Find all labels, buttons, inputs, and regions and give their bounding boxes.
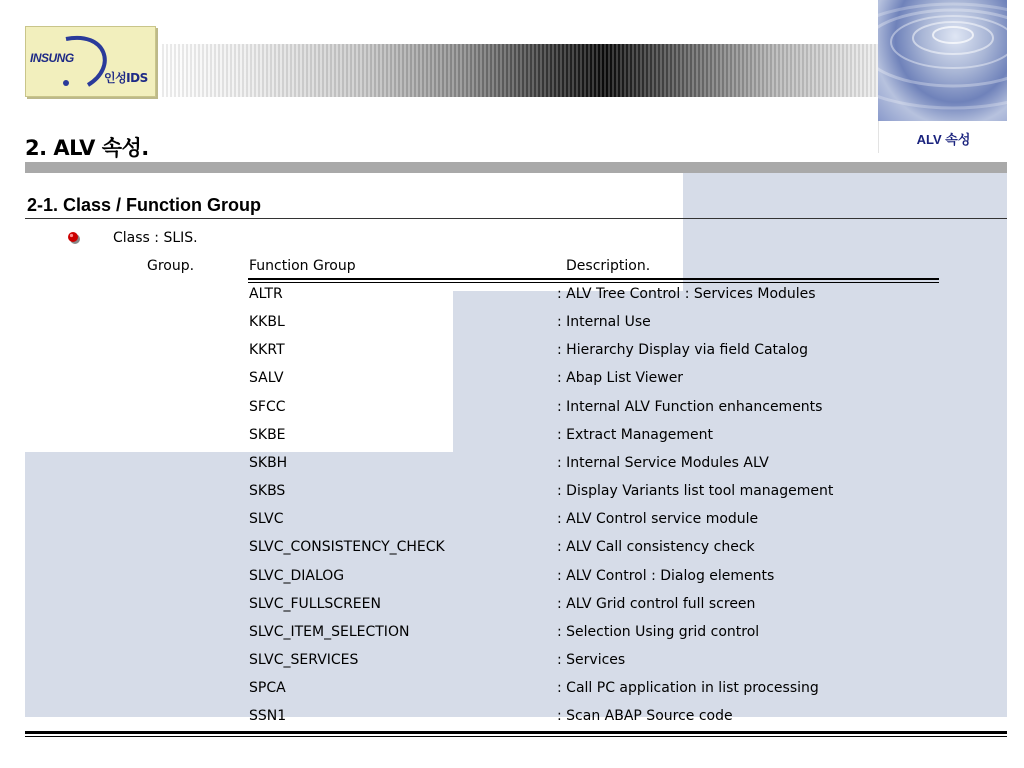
table-row [0, 596, 1000, 624]
description-cell: : Abap List Viewer [557, 370, 684, 387]
function-group-cell: SLVC_CONSISTENCY_CHECK [249, 539, 445, 556]
table-row [0, 483, 1000, 511]
description-cell: : Selection Using grid control [557, 623, 760, 640]
function-group-cell: KKRT [249, 342, 285, 359]
function-group-cell: SLVC_FULLSCREEN [249, 595, 381, 612]
description-cell: : Hierarchy Display via field Catalog [557, 342, 808, 359]
logo-wordmark: INSUNG [30, 51, 74, 65]
table-row [0, 399, 1000, 427]
column-header-description: Description. [566, 258, 651, 274]
function-group-cell: SFCC [249, 398, 286, 415]
section-title: 2-1. Class / Function Group [27, 195, 262, 215]
logo-wordmark-korean: 인성IDS [104, 71, 148, 85]
description-cell: : ALV Call consistency check [557, 539, 755, 556]
function-group-cell: KKBL [249, 314, 285, 331]
table-row [0, 370, 1000, 398]
table-row [0, 568, 1000, 596]
class-line: Class : SLIS. [113, 230, 198, 246]
function-group-cell: ALTR [249, 286, 283, 302]
function-group-cell: SLVC_DIALOG [249, 567, 345, 584]
title-divider [25, 162, 1007, 173]
section-divider [25, 218, 1007, 219]
page-title: 2. ALV 속성. [25, 136, 149, 160]
description-cell: : ALV Grid control full screen [557, 595, 756, 612]
description-cell: : Internal ALV Function enhancements [557, 398, 823, 415]
table-row [0, 427, 1000, 455]
function-group-cell: SPCA [249, 680, 286, 697]
table-row [0, 624, 1000, 652]
header-rule-thin [248, 282, 939, 283]
column-header-function-group: Function Group [249, 258, 356, 274]
table-row [0, 342, 1000, 370]
description-cell: : Scan ABAP Source code [557, 708, 733, 725]
header-section-tag: ALV 속성 [878, 121, 1008, 153]
table-row [0, 539, 1000, 567]
description-cell: : ALV Control : Dialog elements [557, 567, 775, 584]
function-group-cell: SLVC_ITEM_SELECTION [249, 623, 410, 640]
description-cell: : ALV Control service module [557, 511, 759, 528]
function-group-cell: SKBS [249, 483, 286, 500]
description-cell: : Internal Service Modules ALV [557, 454, 769, 471]
header-gradient-bar [160, 44, 878, 97]
water-ripple-image [878, 0, 1007, 121]
function-group-cell: SKBE [249, 426, 286, 443]
description-cell: : Internal Use [557, 314, 651, 331]
function-group-cell: SALV [249, 370, 284, 387]
group-label: Group. [147, 258, 195, 274]
description-cell: : Services [557, 651, 626, 668]
table-row [0, 680, 1000, 708]
function-group-cell: SLVC_SERVICES [249, 651, 359, 668]
table-row [0, 455, 1000, 483]
table-row [0, 652, 1000, 680]
description-cell: : Display Variants list tool management [557, 483, 834, 500]
footer-rule [25, 731, 1007, 734]
footer-rule-thin [25, 736, 1007, 737]
description-cell: : Extract Management [557, 426, 713, 443]
description-cell: : Call PC application in list processing [557, 680, 819, 697]
header-rule [248, 278, 939, 280]
description-cell: : ALV Tree Control : Services Modules [557, 286, 816, 302]
function-group-cell: SKBH [249, 454, 288, 471]
function-group-cell: SLVC [249, 511, 284, 528]
bullet-icon [67, 230, 83, 246]
company-logo [25, 26, 156, 97]
table-row [0, 314, 1000, 342]
function-group-cell: SSN1 [249, 708, 287, 725]
table-row [0, 286, 1000, 314]
table-row [0, 511, 1000, 539]
